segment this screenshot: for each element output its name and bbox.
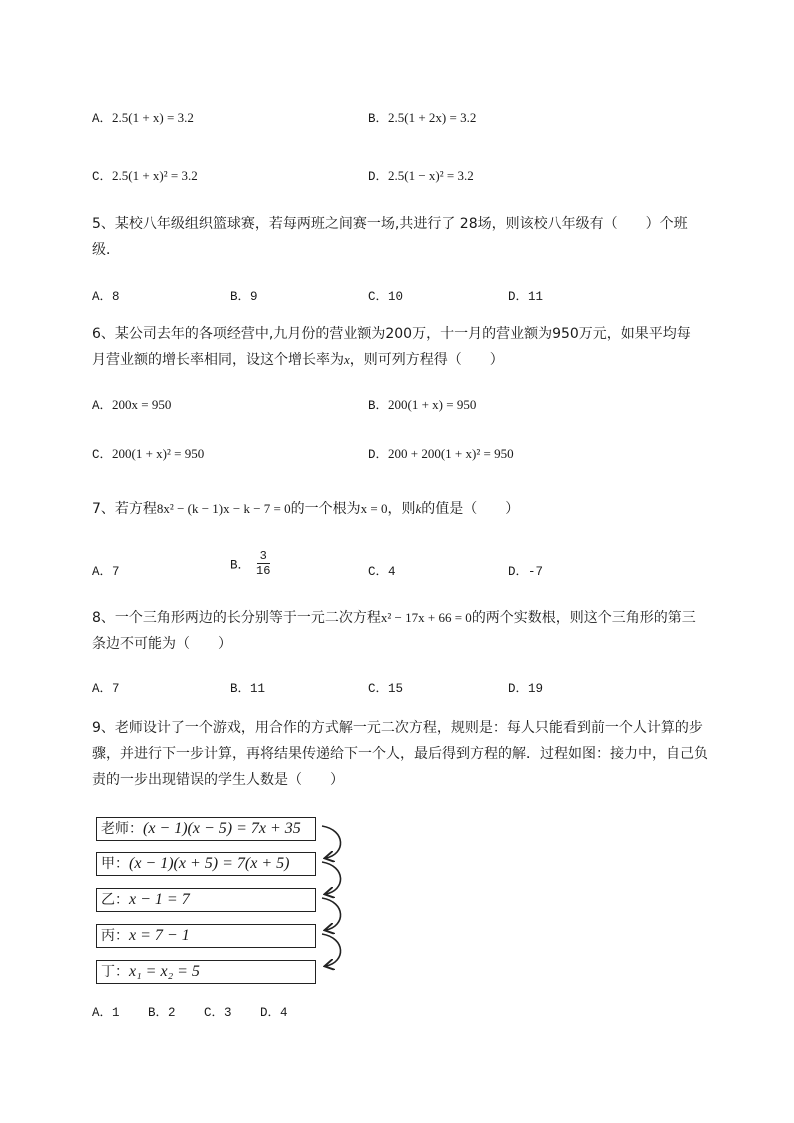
q4-option-c-expr: 2.5(1 + x)² = 3.2 (112, 168, 198, 183)
q6-option-d-expr: 200 + 200(1 + x)² = 950 (388, 446, 514, 461)
q5-option-a[interactable]: A．8 (92, 290, 120, 304)
q9-option-b[interactable]: B．2 (148, 1006, 176, 1020)
q5-stem-line2: 级． (92, 242, 120, 258)
relay-step-ding-expr: x₁ = x₂ = 5 (129, 963, 200, 980)
relay-arrow-1 (322, 826, 341, 858)
relay-step-bing: 丙：x = 7 − 1 (96, 924, 316, 948)
q9-stem-line3: 责的一步出现错误的学生人数是（ ） (92, 772, 344, 788)
q9-option-d[interactable]: D．4 (260, 1006, 288, 1020)
relay-arrows (316, 820, 356, 980)
q9-option-a[interactable]: A．1 (92, 1006, 120, 1020)
q6-option-a-expr: 200x = 950 (112, 397, 172, 412)
q6-option-b-expr: 200(1 + x) = 950 (388, 397, 477, 412)
q6-variable: x (344, 352, 350, 367)
q4-option-c[interactable]: C．2.5(1 + x)² = 3.2 (92, 168, 198, 184)
relay-step-bing-expr: x = 7 − 1 (129, 927, 190, 944)
q5-option-c[interactable]: C．10 (368, 290, 404, 304)
q7-option-c[interactable]: C．4 (368, 565, 396, 579)
q7-k-variable: k (415, 501, 422, 516)
q9-stem-line2: 骤，并进行下一步计算，再将结果传递给下一个人，最后得到方程的解．过程如图：接力中，自己负 (92, 746, 708, 762)
q8-option-d[interactable]: D．19 (508, 682, 544, 696)
q6-option-a[interactable]: A．200x = 950 (92, 397, 172, 413)
q7-stem: 7、若方程8x² − (k − 1)x − k − 7 = 0的一个根为x = 0，则k的值是（ ） (92, 501, 520, 517)
q7-option-b-fraction: $\frac{3}{16}$ (256, 549, 271, 578)
q8-option-b[interactable]: B．11 (230, 682, 266, 696)
q8-option-c[interactable]: C．15 (368, 682, 404, 696)
relay-arrow-4 (322, 934, 341, 966)
q7-equation: 8x² − (k − 1)x − k − 7 = 0 (156, 501, 291, 516)
q8-stem-line1: 8、一个三角形两边的长分别等于一元二次方程x² − 17x + 66 = 0的两个实数根，则这个三角形的第三 (92, 610, 696, 626)
q5-option-d[interactable]: D．11 (508, 290, 544, 304)
q6-option-c[interactable]: C．200(1 + x)² = 950 (92, 446, 205, 462)
relay-step-teacher: 老师：(x − 1)(x − 5) = 7x + 35 (96, 817, 316, 841)
q4-option-d[interactable]: D．2.5(1 − x)² = 3.2 (368, 168, 474, 184)
q4-option-a-expr: 2.5(1 + x) = 3.2 (112, 110, 194, 125)
q9-stem-line1: 9、老师设计了一个游戏，用合作的方式解一元二次方程，规则是：每人只能看到前一个人计算的步 (92, 720, 703, 736)
q8-option-a[interactable]: A．7 (92, 682, 120, 696)
relay-step-jia: 甲：(x − 1)(x + 5) = 7(x + 5) (96, 852, 316, 876)
q4-option-b-expr: 2.5(1 + 2x) = 3.2 (388, 110, 477, 125)
q7-option-b[interactable]: B． $\frac{3}{16}$ (230, 549, 271, 578)
q6-stem-line1: 6、某公司去年的各项经营中,九月份的营业额为200万，十一月的营业额为950万元，如果平均每 (92, 326, 691, 342)
q4-option-b[interactable]: B．2.5(1 + 2x) = 3.2 (368, 110, 477, 126)
relay-step-ding: 丁：x₁ = x₂ = 5 (96, 960, 316, 984)
q5-stem-line1: 5、某校八年级组织篮球赛，若每两班之间赛一场,共进行了 28场，则该校八年级有（ ）个班 (92, 216, 688, 232)
relay-step-jia-expr: (x − 1)(x + 5) = 7(x + 5) (129, 855, 290, 872)
q7-root: x = 0 (360, 501, 388, 516)
q8-stem-line2: 条边不可能为（ ） (92, 636, 232, 652)
q5-option-b[interactable]: B．9 (230, 290, 258, 304)
q9-option-c[interactable]: C．3 (204, 1006, 232, 1020)
q6-option-b[interactable]: B．200(1 + x) = 950 (368, 397, 477, 413)
relay-step-yi-expr: x − 1 = 7 (129, 891, 190, 908)
q6-option-d[interactable]: D．200 + 200(1 + x)² = 950 (368, 446, 514, 462)
q6-option-c-expr: 200(1 + x)² = 950 (112, 446, 205, 461)
relay-arrow-3 (322, 898, 341, 930)
relay-step-yi: 乙：x − 1 = 7 (96, 888, 316, 912)
q7-option-d[interactable]: D．-7 (508, 565, 544, 579)
relay-step-teacher-expr: (x − 1)(x − 5) = 7x + 35 (143, 820, 301, 837)
q4-option-d-expr: 2.5(1 − x)² = 3.2 (388, 168, 474, 183)
q6-stem-line2: 月营业额的增长率相同，设这个增长率为x，则可列方程得（ ） (92, 352, 504, 368)
relay-arrow-2 (322, 862, 341, 894)
q7-option-a[interactable]: A．7 (92, 565, 120, 579)
q8-equation: x² − 17x + 66 = 0 (380, 610, 472, 625)
q4-option-a[interactable]: A．2.5(1 + x) = 3.2 (92, 110, 194, 126)
